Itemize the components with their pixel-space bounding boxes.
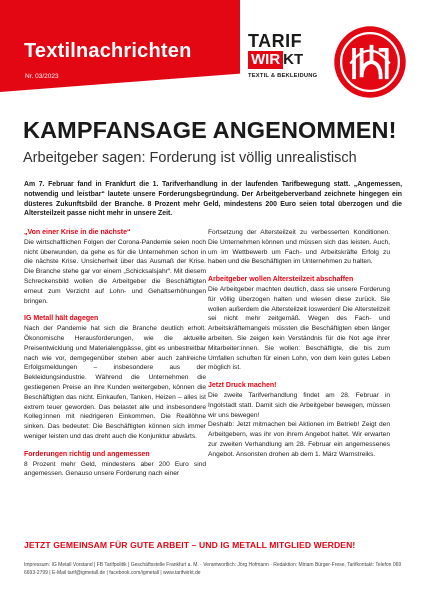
section-heading: Forderungen richtig und angemessen	[24, 450, 150, 458]
tarif-wirkt-logo	[248, 32, 320, 90]
section-heading: „Von einer Krise in die nächste“	[24, 229, 131, 236]
section-text: Die Arbeitgeber machten deutlich, dass sie unsere Forderung für völlig überzogen halten und wiesen diese zurück. Sie wollen außerdem die Altersteilzeit loswerden! Die Altersteilzeit sei nicht mehr zeitgemäß. Wegen des Fach- und Arbeitskräftemangels müssten die Beschäftigten eben länger arbeiten. Sie zeigen kein Verständnis für die Not age ihrer Mitarbeiter:innen. Sie wollen: Beschäftigte, die bis zum Umfallen schuften für einen Lohn, von dem kein gutes Leben möglich ist.	[208, 285, 390, 372]
headline: KAMPFANSAGE ANGENOMMEN!	[23, 117, 397, 143]
section-text: Die zweite Tarifverhandlung findet am 28. Februar in Ingolstadt statt. Damit sich die Arbeitgeber bewegen, müssen wir uns bewegen!	[208, 391, 390, 419]
ig-metall-logo	[332, 24, 408, 100]
tarif-logo-subtitle: TEXTIL & BEKLEIDUNG	[248, 73, 318, 79]
section-text: Fortsetzung der Altersteilzeit zu verbesserten Konditionen. Die Unternehmen können und müssen sich das leisten. Auch, um im Wettbewerb um Fach- und Arbeitskräfte Erfolg zu haben und die Beschäftigten im Unternehmen zu halten.	[208, 229, 390, 266]
section-text: Deshalb: Jetzt mitmachen bei Aktionen im Betrieb! Zeigt den Arbeitgebern, was ihr von ihrem Angebot haltet. Wir erwarten zur zweiten Verhandlung am 28. Februar ein angemessenes Angebot. Ansonsten drohen ab dem 1. März Warnstreiks.	[208, 421, 390, 458]
section-heading: Arbeitgeber wollen Altersteilzeit abschaffen	[208, 276, 354, 284]
issue-number: Nr. 03/2023	[25, 73, 59, 80]
section-text: Nach der Pandemie hat sich die Branche deutlich erholt. Ökonomische Herausforderungen, wie die aktuelle Preisentwicklung und Materialengpässe, gibt es unbestreitbar nach wie vor, demgegenüber stehen aber auch zahlreiche Erfolgsmeldungen – insbesondere aus der Bekleidungsindustrie. Während die Unternehmen die gestiegenen Preise an ihre Kunden weitergeben, können die Beschäftigten das nicht. Einkaufen, Tanken, Heizen – alles ist extrem teuer geworden. Das belastet alle und insbesondere Kolleg:innen mit niedrigeren Einkommen. Die Reallöhne sinken. Das bedeutet: Die Beschäftigten können sich immer weniger leisten und das dreht auch die Konjunktur abwärts.	[24, 325, 206, 440]
lead-paragraph: Am 7. Februar fand in Frankfurt die 1. Tarifverhandlung in der laufenden Tarifbewegung statt. „Angemessen, notwendig und leistbar“ lautete unsere Forderungsbegründung. Der Arbeitgeberverband zeichnete hingegen ein düsteres Zukunftsbild der Branche. 8 Prozent mehr Geld, mindestens 200 Euro seien total überzogen und die Altersteilzeit passe nicht mehr in unsere Zeit.	[24, 181, 402, 218]
tarif-logo-kt: KT	[283, 51, 304, 68]
section-text: Die wirtschaftlichen Folgen der Corona-Pandemie seien noch nicht überwunden, da gehe es für die Unternehmen schon in die nächste Krise. Unsicherheit über das Ausmaß der Krise. Die Branche stehe gar vor einem „Schicksalsjahr“. Mit diesem Schreckensbild wollen die Arbeitgeber die Beschäftigten erneut zum Verzicht auf Lohn- und Gehaltserhöhungen bringen.	[24, 238, 206, 305]
call-to-action-slogan: JETZT GEMEINSAM FÜR GUTE ARBEIT – UND IG METALL MITGLIED WERDEN!	[24, 540, 356, 550]
right-column	[208, 228, 390, 468]
subheadline: Arbeitgeber sagen: Forderung ist völlig unrealistisch	[23, 150, 357, 166]
tarif-logo-line1: TARIF	[248, 31, 303, 51]
section-heading: Jetzt Druck machen!	[208, 382, 277, 390]
tarif-logo-line2	[248, 51, 303, 69]
tarif-logo-wir: WIR	[248, 51, 283, 69]
publication-title: Textilnachrichten	[24, 40, 192, 62]
left-column	[24, 228, 206, 487]
section-heading: IG Metall hält dagegen	[24, 315, 99, 323]
section-text: 8 Prozent mehr Geld, mindestens aber 200 Euro sind angemessen. Genauso unsere Forderung nach einer	[24, 460, 206, 478]
imprint: Impressum: IG Metall Vorstand | FB Tarifpolitik | Geschäftsstelle Frankfurt a. M. · Verantwortlich: Jörg Hofmann · Redaktion: Miriam Bürger-Frese, Tarifkontakt: Telefon 069 6693-2799 | E-Mail tarif@igmetall.de | facebook.com/igmetall | www.tarifwirkt.de	[24, 562, 402, 576]
